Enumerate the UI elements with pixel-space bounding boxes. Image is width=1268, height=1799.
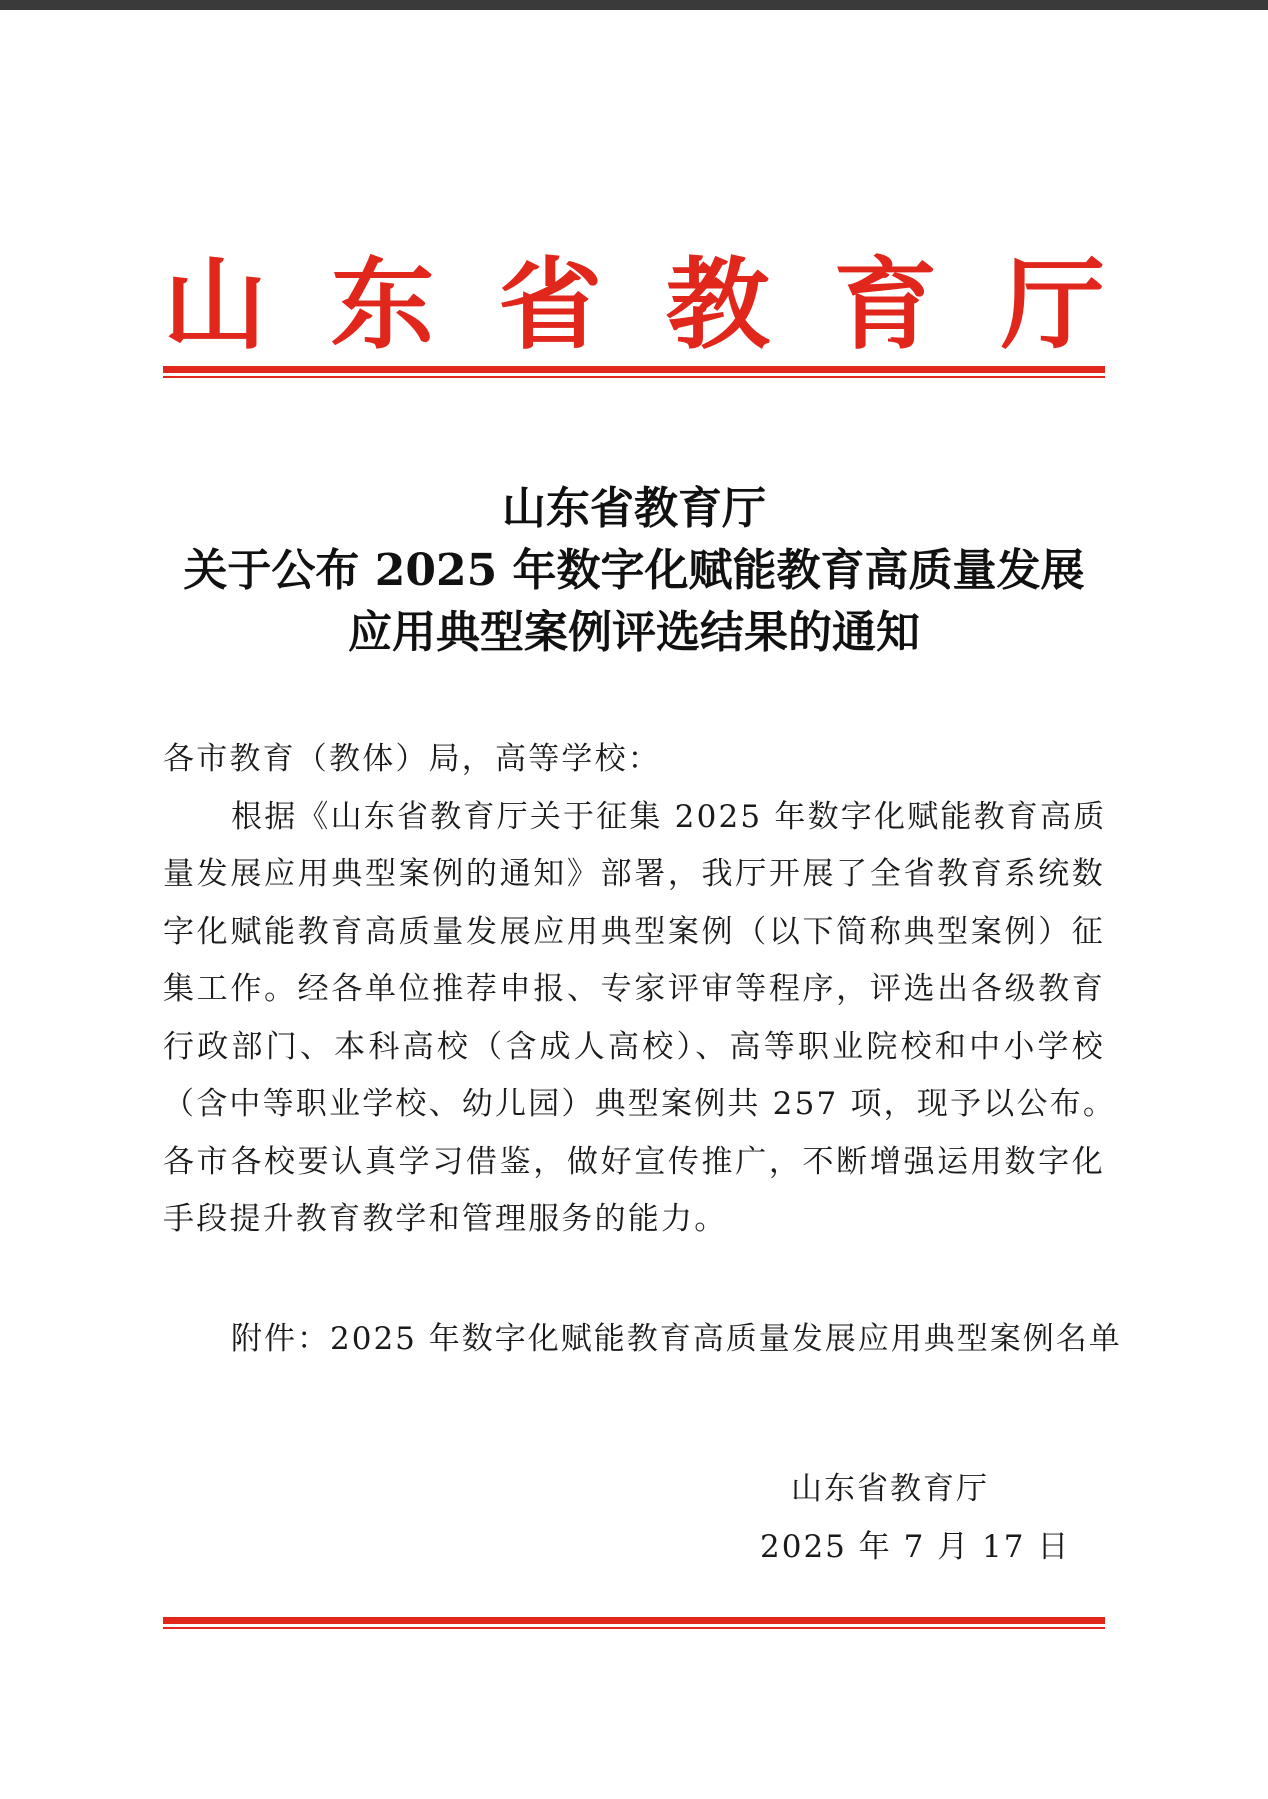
signature-date: 2025 年 7 月 17 日 — [760, 1528, 1071, 1565]
signature-org: 山东省教育厅 — [791, 1471, 989, 1507]
letterhead-char: 厅 — [1000, 247, 1105, 363]
letterhead-divider — [163, 366, 1105, 378]
document-body — [163, 731, 1117, 1249]
letterhead-char: 山 — [163, 247, 268, 363]
letterhead-char: 省 — [498, 247, 603, 363]
letterhead-char: 教 — [665, 247, 770, 363]
body-line: 手段提升教育教学和管理服务的能力。 — [163, 1201, 728, 1237]
body-line: 字化赋能教育高质量发展应用典型案例（以下简称典型案例）征 — [163, 913, 1105, 950]
body-line: 根据《山东省教育厅关于征集 2025 年数字化赋能教育高质 — [231, 798, 1107, 835]
letterhead-char: 育 — [833, 247, 938, 363]
attachment-note: 附件：2025 年数字化赋能教育高质量发展应用典型案例名单 — [231, 1321, 1122, 1357]
body-line: 集工作。经各单位推荐申报、专家评审等程序，评选出各级教育 — [163, 971, 1105, 1007]
body-line: 各市各校要认真学习借鉴，做好宣传推广，不断增强运用数字化 — [163, 1143, 1105, 1180]
letterhead-char: 东 — [330, 247, 435, 363]
document-title — [163, 478, 1105, 664]
signature-block — [760, 1461, 1071, 1576]
body-line: （含中等职业学校、幼儿园）典型案例共 257 项，现予以公布。 — [163, 1086, 1117, 1122]
title-line: 山东省教育厅 — [502, 483, 766, 534]
title-line: 应用典型案例评选结果的通知 — [348, 607, 920, 658]
body-line: 行政部门、本科高校（含成人高校）、高等职业院校和中小学校 — [163, 1028, 1105, 1065]
title-line: 关于公布 2025 年数字化赋能教育高质量发展 — [183, 545, 1085, 596]
footer-divider — [163, 1617, 1105, 1629]
top-bar — [0, 0, 1268, 10]
salutation: 各市教育（教体）局，高等学校： — [163, 741, 661, 777]
letterhead-title — [163, 245, 1105, 365]
body-line: 量发展应用典型案例的通知》部署，我厅开展了全省教育系统数 — [163, 856, 1105, 892]
